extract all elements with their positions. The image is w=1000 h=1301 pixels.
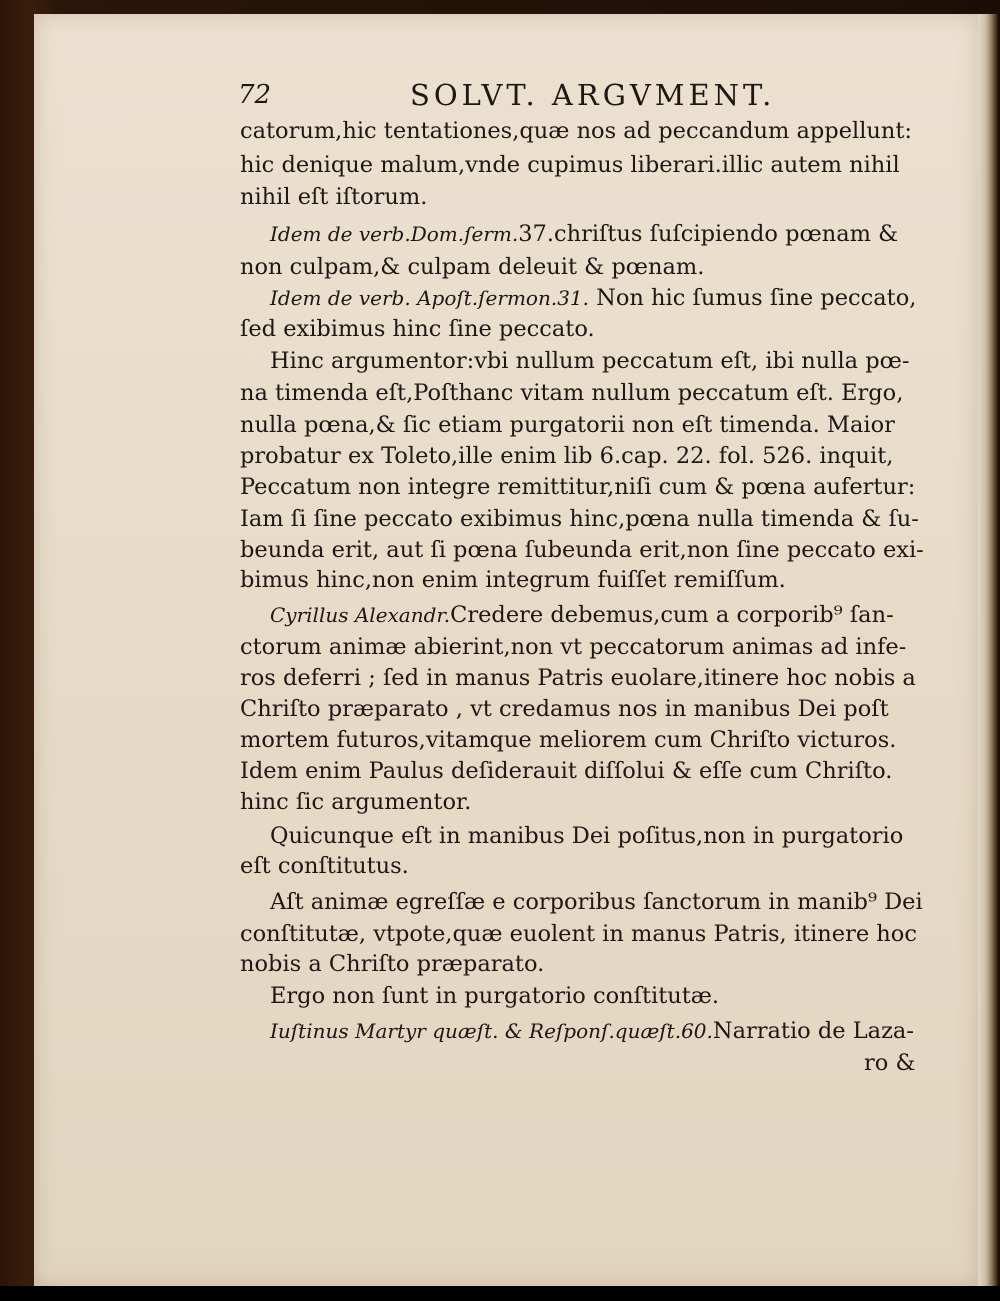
- line-text: nulla pœna,& ſic etiam purgatorii non eſt timenda. Maior: [240, 412, 895, 438]
- line-text: hinc ſic argumentor.: [240, 789, 472, 815]
- line-text: conſtitutæ, vtpote,quæ euolent in manus Patris, itinere hoc: [240, 921, 917, 947]
- body-line: [240, 316, 595, 342]
- line-text: Quicunque eſt in manibus Dei poſitus,non in purgatorio: [270, 823, 904, 849]
- line-text: ros deferri ; ſed in manus Patris euolare,itinere hoc nobis a: [240, 665, 916, 691]
- citation: Idem de verb. Apoſt.ſermon.31.: [270, 286, 590, 310]
- line-text: Idem enim Paulus deſiderauit diſſolui & eſſe cum Chriſto.: [240, 758, 893, 784]
- line-text: Narratio de Laza-: [712, 1018, 914, 1044]
- line-text: probatur ex Toleto,ille enim lib 6.cap. 22. fol. 526. inquit,: [240, 443, 894, 469]
- line-text: 37.chriſtus ſuſcipiendo pœnam &: [518, 221, 899, 247]
- line-text: hic denique malum,vnde cupimus liberari.illic autem nihil: [240, 152, 900, 178]
- line-text: ctorum animæ abierint,non vt peccatorum animas ad infe-: [240, 634, 907, 660]
- body-line: [240, 727, 896, 753]
- line-text: bimus hinc,non enim integrum fuiſſet remiſſum.: [240, 567, 786, 593]
- body-line: [240, 758, 892, 784]
- citation: Cyrillus Alexandr.: [270, 603, 451, 627]
- citation: Iuſtinus Martyr quæſt. & Reſponſ.quæſt.60.: [270, 1019, 713, 1043]
- body-line: [240, 789, 471, 815]
- body-line: [240, 254, 704, 280]
- body-line: [240, 152, 900, 178]
- body-line: [270, 983, 719, 1009]
- body-line: [240, 184, 427, 210]
- body-line: [270, 221, 898, 247]
- line-text: nobis a Chriſto præparato.: [240, 951, 545, 977]
- body-line: [240, 537, 924, 563]
- line-text: Ergo non ſunt in purgatorio conſtitutæ.: [270, 983, 720, 1009]
- line-text: Hinc argumentor:vbi nullum peccatum eſt, ibi nulla pœ-: [270, 348, 910, 374]
- line-text: Non hic ſumus ſine peccato,: [589, 285, 917, 311]
- citation: Idem de verb.Dom.ſerm.: [270, 222, 519, 246]
- body-line: [240, 696, 889, 722]
- line-text: ſed exibimus hinc ſine peccato.: [240, 316, 595, 342]
- body-line: [240, 665, 916, 691]
- line-text: Credere debemus,cum a corporib⁹ ſan-: [450, 602, 894, 628]
- body-line: [240, 921, 917, 947]
- body-line: [240, 567, 786, 593]
- running-head: SOLVT. ARGVMENT.: [410, 78, 776, 112]
- line-text: Peccatum non integre remittitur,niſi cum & pœna aufertur:: [240, 474, 916, 500]
- line-text: Chriſto præparato , vt credamus nos in manibus Dei poſt: [240, 696, 889, 722]
- catchword-line: [864, 1050, 915, 1076]
- line-text: beunda erit, aut ſi pœna ſubeunda erit,non ſine peccato exi-: [240, 537, 924, 563]
- body-line: [240, 474, 915, 500]
- body-line: [240, 118, 912, 144]
- page-number: 72: [238, 80, 272, 110]
- line-text: non culpam,& culpam deleuit & pœnam.: [240, 254, 705, 280]
- body-line: [240, 951, 544, 977]
- body-line: [270, 348, 910, 374]
- line-text: mortem futuros,vitamque meliorem cum Chriſto victuros.: [240, 727, 897, 753]
- line-text: nihil eſt iſtorum.: [240, 184, 428, 210]
- body-line: [240, 380, 903, 406]
- body-line: [240, 443, 893, 469]
- line-text: Aſt animæ egreſſæ e corporibus ſanctorum in manib⁹ Dei: [270, 889, 923, 915]
- body-line: [270, 823, 903, 849]
- line-text: na timenda eſt,Poſthanc vitam nullum peccatum eſt. Ergo,: [240, 380, 904, 406]
- page-edge: [978, 14, 998, 1286]
- line-text: ro &: [864, 1050, 916, 1076]
- scan-bottom-border: [0, 1286, 1000, 1301]
- body-line: [270, 602, 894, 628]
- body-line: [270, 889, 923, 915]
- body-line: [270, 1018, 914, 1044]
- body-line: [240, 506, 919, 532]
- line-text: catorum,hic tentationes,quæ nos ad peccandum appellunt:: [240, 118, 913, 144]
- body-line: [240, 634, 906, 660]
- body-line: [270, 285, 916, 311]
- body-line: [240, 853, 409, 879]
- line-text: Iam ſi ſine peccato exibimus hinc,pœna nulla timenda & ſu-: [240, 506, 919, 532]
- body-line: [240, 412, 895, 438]
- line-text: eſt conſtitutus.: [240, 853, 409, 879]
